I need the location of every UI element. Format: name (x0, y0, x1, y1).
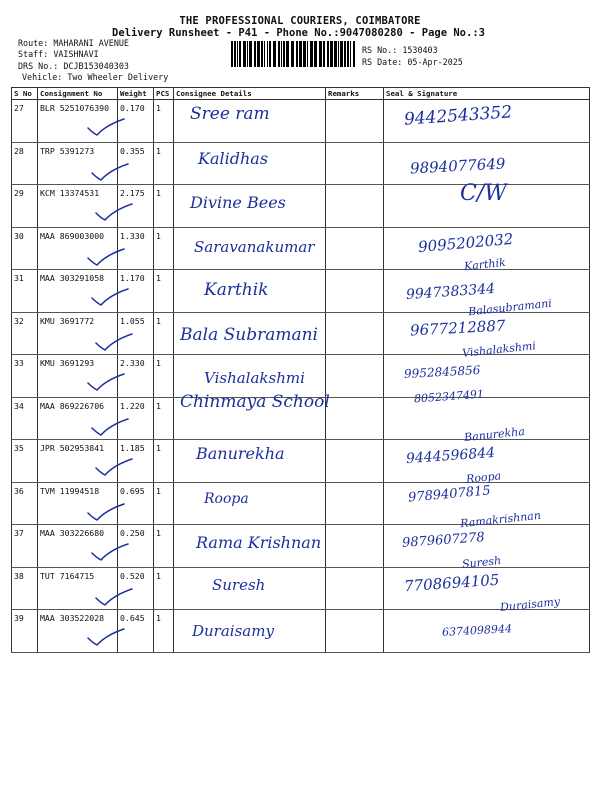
consignment-number: KMU 3691772 (40, 315, 95, 326)
col-header-pcs: PCS (154, 88, 174, 100)
cell-signature (384, 142, 590, 185)
cell-remarks (326, 440, 384, 483)
cell-consignee (174, 185, 326, 228)
signature-name: Karthik (463, 255, 507, 274)
signature-phone: 9444596844 (405, 444, 496, 468)
cell-signature (384, 181, 590, 228)
cell-weight: 1.170 (118, 270, 154, 313)
cell-consignee (174, 482, 326, 525)
cell-consignment (38, 482, 118, 525)
signature-phone: 9952845856 (403, 363, 481, 381)
cell-sno: 31 (12, 270, 38, 313)
cell-remarks (326, 610, 384, 653)
cell-sno: 30 (12, 227, 38, 270)
cell-remarks (326, 482, 384, 525)
cell-consignment (38, 227, 118, 270)
drs-value: DCJB153040303 (63, 61, 129, 71)
cell-pcs: 1 (154, 397, 174, 440)
table-row (12, 142, 590, 185)
cell-weight: 0.695 (118, 482, 154, 525)
runsheet-title: Delivery Runsheet - P41 - Phone No.:9047080280 - Page No.:3 (112, 27, 485, 39)
consignment-number: TRP 5391273 (40, 145, 95, 156)
consignment-number: KCM 13374531 (40, 188, 100, 198)
consignee-name: Bala Subramani (180, 324, 318, 345)
consignee-name: Rama Krishnan (196, 533, 322, 552)
cell-pcs: 1 (154, 440, 174, 483)
table-row (12, 440, 590, 483)
staff-value: VAISHNAVI (53, 49, 99, 59)
consignee-name: Vishalakshmi (204, 369, 305, 387)
cell-pcs: 1 (154, 142, 174, 185)
signature-phone: 9947383344 (405, 280, 496, 304)
consignee-name: Sree ram (190, 104, 270, 124)
cell-pcs: 1 (154, 227, 174, 270)
signature-name: Ramakrishnan (459, 508, 542, 531)
cell-consignee (174, 391, 330, 440)
cell-consignee (174, 312, 326, 355)
cell-signature (384, 594, 590, 653)
cell-weight: 0.170 (118, 100, 154, 143)
signature-phone: 9894077649 (409, 154, 506, 177)
cell-weight: 1.220 (118, 397, 154, 440)
rs-date-line (362, 57, 463, 67)
cell-consignment (38, 185, 118, 228)
col-header-consignee: Consignee Details (174, 88, 326, 100)
cell-sno: 38 (12, 567, 38, 610)
cell-sno: 33 (12, 355, 38, 398)
table-row (12, 525, 590, 568)
signature-name: Banurekha (463, 424, 526, 445)
cell-consignee (174, 100, 326, 143)
cell-weight: 0.520 (118, 567, 154, 610)
drs-line (18, 61, 129, 71)
signature-phone: 9879607278 (401, 530, 486, 551)
signature-name: Roopa (465, 468, 502, 486)
table-header-row (12, 88, 590, 100)
cell-sno: 34 (12, 397, 38, 440)
staff-label: Staff: (18, 49, 49, 59)
consignment-number: MAA 303226680 (40, 528, 105, 538)
cell-pcs: 1 (154, 567, 174, 610)
vehicle-value: Two Wheeler Delivery (67, 72, 169, 82)
col-header-consignment: Consignment No (38, 88, 118, 100)
route-value: MAHARANI AVENUE (53, 38, 129, 48)
consignment-number: JPR 502953841 (40, 443, 105, 453)
cell-remarks (326, 142, 384, 185)
cell-consignment (38, 142, 118, 185)
cell-consignment (38, 270, 118, 313)
cell-remarks (326, 270, 384, 313)
cell-weight: 0.250 (118, 525, 154, 568)
consignee-name: Suresh (212, 575, 266, 594)
cell-remarks (326, 355, 384, 398)
consignment-number: KMU 3691293 (40, 358, 95, 368)
consignee-name: Roopa (204, 490, 249, 507)
cell-consignee (174, 270, 326, 313)
consignment-number: MAA 869003000 (40, 230, 105, 241)
consignee-name: Chinmaya School (180, 391, 330, 412)
cell-remarks (326, 100, 384, 143)
table-row (12, 610, 590, 653)
signature-phone: C/W (460, 181, 507, 206)
cell-pcs: 1 (154, 355, 174, 398)
consignment-number: MAA 303522028 (40, 613, 105, 623)
cell-pcs: 1 (154, 525, 174, 568)
cell-consignee (174, 227, 326, 270)
rs-no-line (362, 45, 438, 55)
cell-signature (384, 339, 590, 398)
signature-phone: 9095202032 (417, 229, 515, 256)
cell-pcs: 1 (154, 610, 174, 653)
consignee-name: Banurekha (196, 444, 285, 463)
cell-remarks (326, 312, 384, 355)
rs-no-value: 1530403 (402, 45, 438, 55)
cell-consignment (38, 567, 118, 610)
cell-weight: 0.645 (118, 610, 154, 653)
col-header-signature: Seal & Signature (384, 88, 590, 100)
cell-weight: 1.330 (118, 227, 154, 270)
cell-weight: 0.355 (118, 142, 154, 185)
cell-consignment (38, 440, 118, 483)
signature-phone: 9677212887 (409, 316, 506, 339)
cell-remarks (326, 397, 384, 440)
cell-pcs: 1 (154, 270, 174, 313)
signature-name: Balasubramani (467, 296, 553, 318)
signature-phone: 6374098944 (441, 622, 513, 639)
col-header-sno: S No (12, 88, 38, 100)
cell-consignment (38, 525, 118, 568)
consignment-number: MAA 303291058 (40, 273, 105, 283)
vehicle-line (22, 72, 168, 82)
cell-consignee (174, 610, 326, 653)
cell-sno: 39 (12, 610, 38, 653)
cell-remarks (326, 567, 384, 610)
cell-consignment (38, 355, 118, 398)
cell-remarks (326, 185, 384, 228)
cell-remarks (326, 525, 384, 568)
signature-name: Suresh (461, 553, 502, 571)
cell-sno: 37 (12, 525, 38, 568)
cell-sno: 27 (12, 100, 38, 143)
signature-phone: 9789407815 (407, 482, 492, 506)
drs-label: DRS No.: (18, 61, 59, 71)
cell-weight: 2.175 (118, 185, 154, 228)
col-header-weight: Weight (118, 88, 154, 100)
consignee-name: Kalidhas (198, 148, 269, 168)
cell-pcs: 1 (154, 312, 174, 355)
signature-phone: 7708694105 (403, 570, 500, 595)
consignee-name: Karthik (204, 280, 269, 300)
cell-sno: 28 (12, 142, 38, 185)
consignee-name: Duraisamy (192, 622, 274, 640)
cell-consignee (174, 440, 326, 483)
vehicle-label: Vehicle: (22, 72, 63, 82)
cell-consignment (38, 312, 118, 355)
cell-weight: 1.055 (118, 312, 154, 355)
cell-remarks (326, 227, 384, 270)
cell-consignment (38, 397, 118, 440)
cell-weight: 1.185 (118, 440, 154, 483)
table-row (12, 185, 590, 228)
cell-sno: 32 (12, 312, 38, 355)
consignment-number: MAA 869226706 (40, 400, 105, 411)
cell-consignment (38, 100, 118, 143)
barcode-image (231, 41, 355, 67)
rs-date-value: 05-Apr-2025 (407, 57, 463, 67)
cell-consignment (38, 610, 118, 653)
consignee-name: Divine Bees (190, 193, 286, 212)
staff-line (18, 49, 99, 59)
cell-consignee (174, 567, 326, 610)
cell-pcs: 1 (154, 482, 174, 525)
consignment-number: TVM 11994518 (40, 485, 100, 496)
rs-date-label: RS Date: (362, 57, 403, 67)
cell-weight: 2.330 (118, 355, 154, 398)
signature-name: Vishalakshmi (461, 339, 537, 360)
consignee-name: Saravanakumar (194, 237, 315, 256)
cell-sno: 29 (12, 185, 38, 228)
table-row (12, 100, 590, 143)
cell-signature (384, 100, 590, 143)
cell-sno: 36 (12, 482, 38, 525)
cell-pcs: 1 (154, 185, 174, 228)
route-label: Route: (18, 38, 49, 48)
cell-pcs: 1 (154, 100, 174, 143)
signature-phone: 9442543352 (403, 102, 513, 130)
cell-sno: 35 (12, 440, 38, 483)
cell-consignee (174, 525, 326, 568)
signature-phone: 8052347491 (413, 387, 485, 405)
cell-consignee (174, 142, 326, 185)
company-title: THE PROFESSIONAL COURIERS, COIMBATORE (179, 15, 421, 27)
consignment-number: TUT 7164715 (40, 570, 95, 581)
runsheet-table (11, 87, 590, 653)
signature-name: Duraisamy (499, 594, 561, 615)
route-line (18, 38, 129, 48)
col-header-remarks: Remarks (326, 88, 384, 100)
rs-no-label: RS No.: (362, 45, 398, 55)
consignment-number: BLR 5251076390 (40, 103, 110, 113)
